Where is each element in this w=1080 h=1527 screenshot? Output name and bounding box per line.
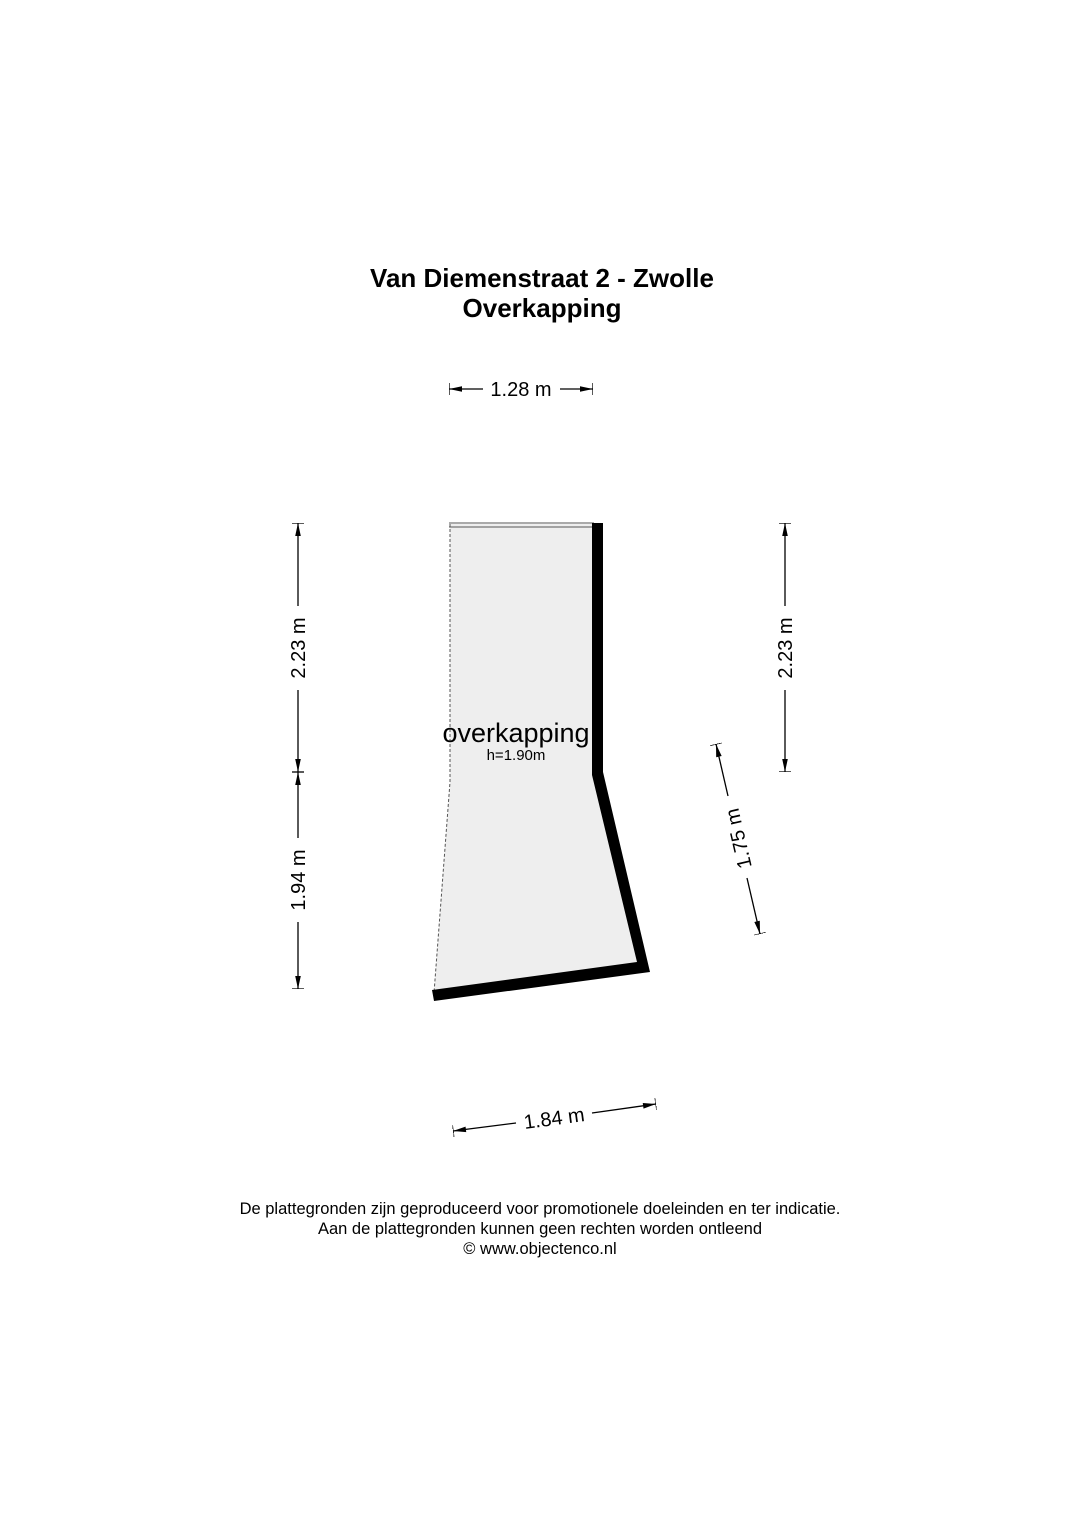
dimension-left-lower-label: 1.94 m [288,849,310,911]
room-height: h=1.90m [486,747,546,764]
page-subtitle: Overkapping [462,293,622,323]
footer-disclaimer-2: Aan de plattegronden kunnen geen rechten worden ontleend [317,1220,763,1238]
dimension-right-diagonal-label: 1.75 m [721,806,757,871]
dimension-bottom-label: 1.84 m [522,1104,586,1135]
footer-copyright: © www.objectenco.nl [463,1240,617,1258]
dimension-top-label: 1.28 m [490,379,552,401]
page-title: Van Diemenstraat 2 - Zwolle [370,263,714,293]
footer-disclaimer-1: De plattegronden zijn geproduceerd voor promotionele doeleinden en ter indicatie. [239,1200,841,1218]
dimension-left-upper-label: 2.23 m [288,617,310,679]
dimension-right-label: 2.23 m [775,617,797,679]
room-name: overkapping [442,718,590,748]
